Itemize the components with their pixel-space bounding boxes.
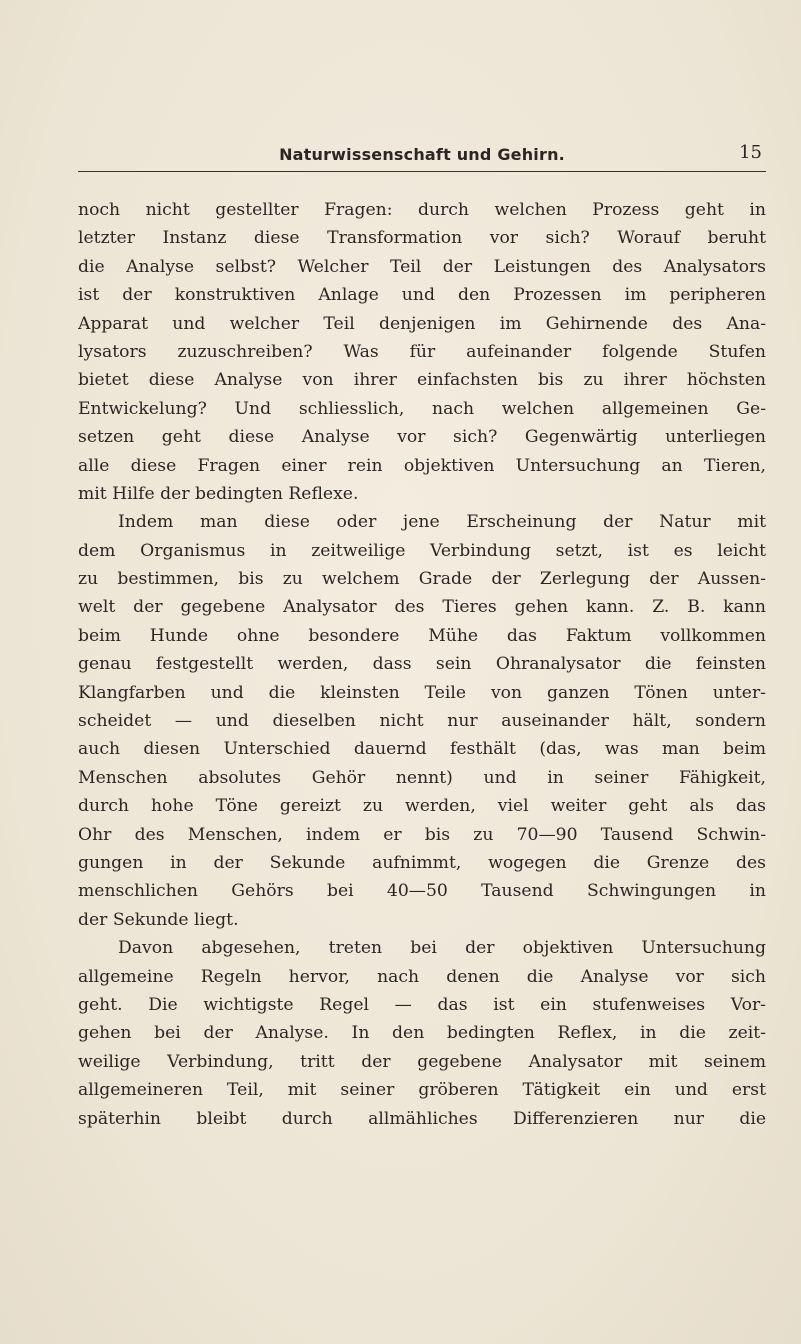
text-line: lysators zuzuschreiben? Was für aufeinander folgende Stufen [78, 341, 766, 362]
text-line: gehen bei der Analyse. In den bedingten Reflex, in die zeit- [78, 1023, 766, 1044]
text-line: ist der konstruktiven Anlage und den Prozessen im peripheren [78, 285, 766, 306]
text-line: späterhin bleibt durch allmähliches Differenzieren nur die [78, 1108, 766, 1129]
body-text [78, 196, 766, 1133]
text-line: mit Hilfe der bedingten Reflexe. [78, 483, 359, 504]
text-line: Entwickelung? Und schliesslich, nach welchen allgemeinen Ge- [78, 398, 766, 419]
text-line: alle diese Fragen einer rein objektiven Untersuchung an Tieren, [78, 455, 766, 476]
text-line: auch diesen Unterschied dauernd festhält (das, was man beim [78, 739, 766, 760]
text-line: Davon abgesehen, treten bei der objektiven Untersuchung [118, 938, 766, 959]
text-line: allgemeine Regeln hervor, nach denen die Analyse vor sich [78, 966, 766, 987]
page-number: 15 [739, 142, 762, 163]
text-line: genau festgestellt werden, dass sein Ohranalysator die feinsten [78, 654, 766, 675]
text-line: allgemeineren Teil, mit seiner gröberen Tätigkeit ein und erst [78, 1080, 766, 1101]
text-line: Apparat und welcher Teil denjenigen im Gehirnende des Ana- [78, 313, 766, 334]
text-line: menschlichen Gehörs bei 40—50 Tausend Schwingungen in [78, 881, 766, 902]
text-line: Ohr des Menschen, indem er bis zu 70—90 Tausend Schwin- [78, 824, 766, 845]
text-line: dem Organismus in zeitweilige Verbindung setzt, ist es leicht [78, 540, 766, 561]
text-line: beim Hunde ohne besondere Mühe das Faktum vollkommen [78, 625, 766, 646]
text-line: scheidet — und dieselben nicht nur auseinander hält, sondern [78, 711, 766, 732]
text-line: gungen in der Sekunde aufnimmt, wogegen die Grenze des [78, 852, 766, 873]
text-line: die Analyse selbst? Welcher Teil der Leistungen des Analysators [78, 256, 766, 277]
text-line: letzter Instanz diese Transformation vor sich? Worauf beruht [78, 228, 766, 249]
text-line: Menschen absolutes Gehör nennt) und in seiner Fähigkeit, [78, 767, 766, 788]
text-line: der Sekunde liegt. [78, 909, 239, 930]
text-line: Klangfarben und die kleinsten Teile von ganzen Tönen unter- [78, 682, 766, 703]
text-line: bietet diese Analyse von ihrer einfachsten bis zu ihrer höchsten [78, 370, 766, 391]
running-title: Naturwissenschaft und Gehirn. [279, 145, 565, 164]
text-line: geht. Die wichtigste Regel — das ist ein stufenweises Vor- [78, 994, 766, 1015]
text-line: weilige Verbindung, tritt der gegebene Analysator mit seinem [78, 1051, 766, 1072]
running-head [78, 137, 766, 172]
text-line: Indem man diese oder jene Erscheinung der Natur mit [118, 512, 766, 533]
text-line: setzen geht diese Analyse vor sich? Gegenwärtig unterliegen [78, 427, 766, 448]
text-line: zu bestimmen, bis zu welchem Grade der Zerlegung der Aussen- [78, 569, 766, 590]
text-line: durch hohe Töne gereizt zu werden, viel weiter geht als das [78, 796, 766, 817]
text-line: welt der gegebene Analysator des Tieres gehen kann. Z. B. kann [78, 597, 766, 618]
text-line: noch nicht gestellter Fragen: durch welchen Prozess geht in [78, 200, 766, 220]
